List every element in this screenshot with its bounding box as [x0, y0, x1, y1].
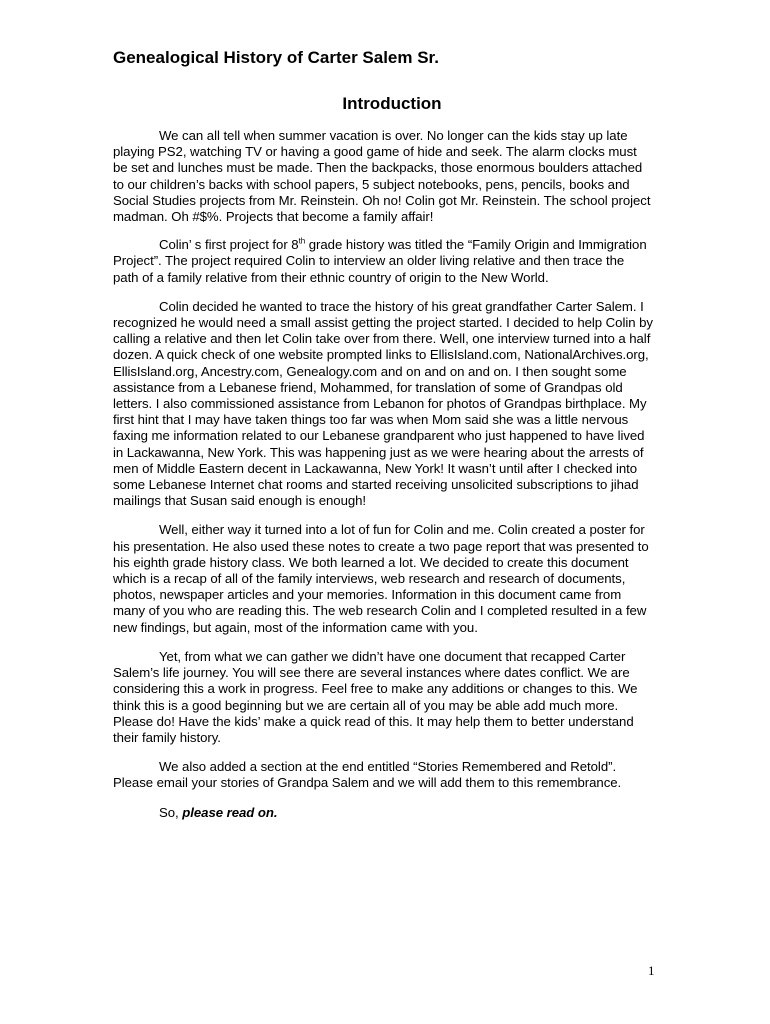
- ordinal-superscript: th: [298, 236, 306, 246]
- paragraph-2-start: Colin’ s first project for 8: [159, 237, 299, 253]
- paragraph-3: Colin decided he wanted to trace the history of his great grandfather Carter Salem. I recognized he would need a small assist getting the project started. I decided to help Colin by calling a relative and then let Colin take over from there. Well, one interview turned into a half dozen. A quick check of one website prompted links to EllisIsland.com, NationalArchives.org, EllisIsland.org, Ancestry.com, Genealogy.com and on and on and on. I then sought some assistance from a Lebanese friend, Mohammed, for translation of some of Grandpas old letters. I also commissioned assistance from Lebanon for photos of Grandpas birthplace. My first hint that I may have taken things too far was when Mom said she was a little nervous faxing me information related to our Lebanese grandparent who just happened to have lived in Lackawanna, New York. This was happening just as we were hearing about the arrests of men of Middle Eastern decent in Lackawanna, New York! It wasn’t until after I checked into some Lebanese Internet chat rooms and started receiving unsolicited subscriptions to jihad mailings that Susan said enough is enough!: [113, 298, 653, 509]
- paragraph-1: We can all tell when summer vacation is over. No longer can the kids stay up late playing PS2, watching TV or having a good game of hide and seek. The alarm clocks must be set and lunches must be made. Then the backpacks, those enormous boulders attached to our children’s backs with school papers, 5 subject notebooks, pens, pencils, books and Social Studies projects from Mr. Reinstein. Oh no! Colin got Mr. Reinstein. The school project madman. Oh #$%. Projects that become a family affair!: [113, 128, 651, 225]
- paragraph-6: We also added a section at the end entitled “Stories Remembered and Retold”. Please email your stories of Grandpa Salem and we will add them to this remembrance.: [113, 759, 622, 791]
- paragraph-2-end: grade history was titled the “Family Origin and Immigration Project”. The project required Colin to interview an older living relative and then trace the path of a family relative from their ethnic country of origin to the New World.: [113, 237, 647, 285]
- paragraph-4: Well, either way it turned into a lot of fun for Colin and me. Colin created a poster for his presentation. He also used these notes to create a two page report that was presented to his eighth grade history class. We both learned a lot. We decided to create this document which is a recap of all of the family interviews, web research and research of documents, photos, newspaper articles and your memories. Information in this document came from many of you who are reading this. The web research Colin and I completed resulted in a few new findings, but again, most of the information came with you.: [113, 522, 649, 635]
- paragraph-5: Yet, from what we can gather we didn’t have one document that recapped Carter Salem’s life journey. You will see there are several instances where dates conflict. We are considering this a work in progress. Feel free to make any additions or changes to this. We think this is a good beginning but we are certain all of you may be able add much more. Please do! Have the kids’ make a quick read of this. It may help them to better understand their family history.: [113, 648, 638, 745]
- body-text: [113, 128, 653, 834]
- section-heading: Introduction: [342, 94, 442, 113]
- document-title: Genealogical History of Carter Salem Sr.: [113, 48, 439, 67]
- page-number: 1: [648, 963, 655, 978]
- paragraph-2: [113, 237, 653, 286]
- closing-emphasis: please read on.: [182, 804, 278, 820]
- closing-lead: So,: [159, 804, 183, 820]
- paragraph-7: [113, 805, 653, 821]
